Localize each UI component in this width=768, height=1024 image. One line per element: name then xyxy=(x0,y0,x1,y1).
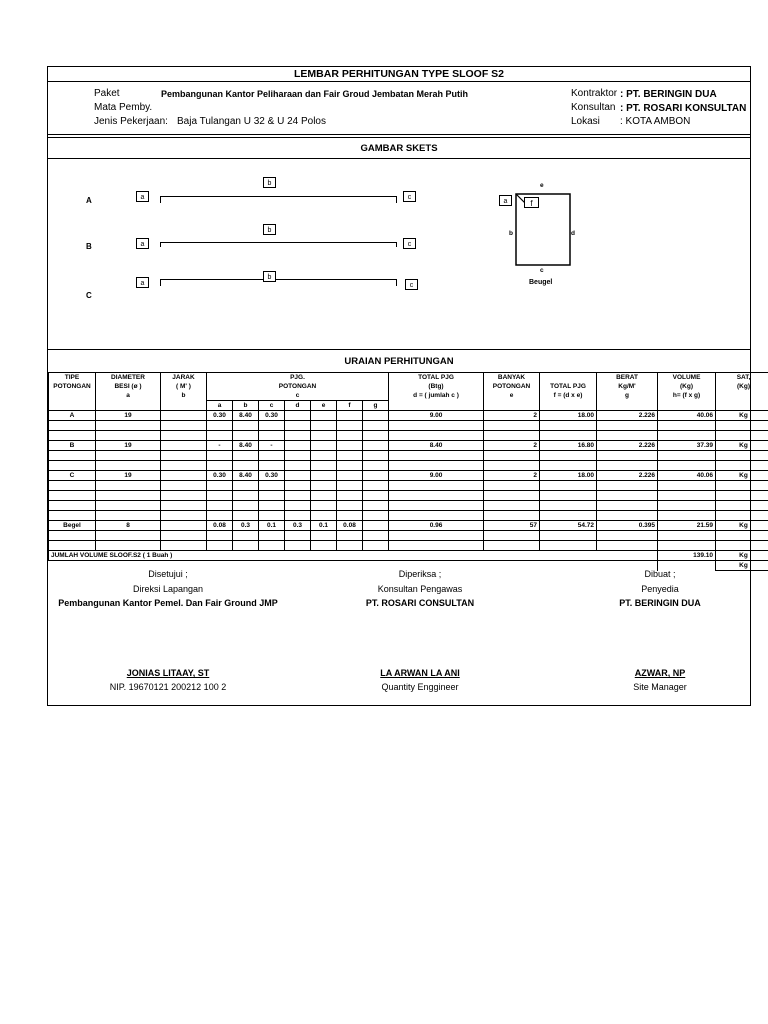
calc-heading-band xyxy=(48,349,750,372)
table-row-blank xyxy=(49,481,768,491)
cell-tipe: Begel xyxy=(49,521,96,531)
hdr-sat: SAT, xyxy=(716,373,768,383)
hdr-banyak-potongan: POTONGAN xyxy=(484,382,540,391)
info-band xyxy=(48,82,750,135)
rebar-a-line xyxy=(160,196,397,197)
cell-pjg-3 xyxy=(285,411,311,421)
hdr-col-c: c xyxy=(207,391,389,401)
beugel-label-f: f xyxy=(524,197,539,208)
paket-label: Paket xyxy=(94,88,120,99)
hdr-sub-d: d xyxy=(285,401,311,411)
konsultan-value: : PT. ROSARI KONSULTAN xyxy=(620,103,747,114)
hdr-jarak: JARAK xyxy=(161,373,207,383)
hdr-m: ( M' ) xyxy=(161,382,207,391)
hdr-col-h: h= (f x g) xyxy=(658,391,716,401)
table-row xyxy=(49,521,768,531)
hdr-potongan: POTONGAN xyxy=(49,382,96,391)
signature-action: Disetujui ; xyxy=(148,569,188,579)
hdr-volume: VOLUME xyxy=(658,373,716,383)
rebar-b-hook-left xyxy=(160,242,161,247)
cell-volume: 21.59 xyxy=(658,521,716,531)
signature-org: Pembangunan Kantor Pemel. Dan Fair Ground JMP xyxy=(58,598,278,608)
signature-action: Dibuat ; xyxy=(644,569,676,579)
cell-total-pjg-f: 18.00 xyxy=(540,411,597,421)
signature-name: AZWAR, NP xyxy=(634,668,686,678)
cell-total-pjg-f: 16.80 xyxy=(540,441,597,451)
cell-volume: 40.06 xyxy=(658,471,716,481)
signature-name: LA ARWAN LA ANI xyxy=(380,668,460,678)
cell-sat: Kg xyxy=(716,411,768,421)
rebar-a-label-a: a xyxy=(136,191,149,202)
total-sat: Kg xyxy=(716,551,768,561)
cell-pjg-6 xyxy=(363,521,389,531)
rebar-b-label-a: a xyxy=(136,238,149,249)
hdr-sub-a: a xyxy=(207,401,233,411)
table-row xyxy=(49,471,768,481)
cell-banyak: 2 xyxy=(484,411,540,421)
hdr-col-f: f = (d x e) xyxy=(540,391,597,401)
hdr-berat: BERAT xyxy=(597,373,658,383)
jenis-pekerjaan-label: Jenis Pekerjaan: xyxy=(94,116,168,127)
cell-total-pjg: 8.40 xyxy=(389,441,484,451)
cell-sat: Kg xyxy=(716,521,768,531)
table-row-blank xyxy=(49,531,768,541)
signature-name: JONIAS LITAAY, ST xyxy=(126,668,210,678)
rebar-c-label-a: a xyxy=(136,277,149,288)
cell-pjg-2: 0.1 xyxy=(259,521,285,531)
table-row-blank xyxy=(49,501,768,511)
cell-pjg-0: - xyxy=(207,441,233,451)
paket-value: Pembangunan Kantor Peliharaan dan Fair Groud Jembatan Merah Putih xyxy=(161,89,469,99)
cell-pjg-5 xyxy=(337,441,363,451)
cell-jarak xyxy=(161,441,207,451)
signature-title: Site Manager xyxy=(633,682,687,692)
cell-pjg-5 xyxy=(337,471,363,481)
hdr-sub-c: c xyxy=(259,401,285,411)
rebar-b-line xyxy=(160,242,397,243)
cell-diameter: 8 xyxy=(96,521,161,531)
cell-sat: Kg xyxy=(716,471,768,481)
beugel-label-a: a xyxy=(499,195,512,206)
cell-pjg-5: 0.08 xyxy=(337,521,363,531)
cell-tipe: C xyxy=(49,471,96,481)
calc-header-row-1 xyxy=(49,373,768,383)
cell-diameter: 19 xyxy=(96,441,161,451)
cell-pjg-5 xyxy=(337,411,363,421)
cell-total-pjg-f: 54.72 xyxy=(540,521,597,531)
cell-total-pjg: 0.96 xyxy=(389,521,484,531)
sketch-heading: GAMBAR SKETS xyxy=(360,143,438,154)
hdr-sub-b: b xyxy=(233,401,259,411)
total-sat-2: Kg xyxy=(716,561,768,571)
cell-berat: 2.226 xyxy=(597,471,658,481)
cell-banyak: 57 xyxy=(484,521,540,531)
signature-title: NIP. 19670121 200212 100 2 xyxy=(109,682,227,692)
sketch-row-a-label: A xyxy=(86,196,92,205)
table-row-blank xyxy=(49,491,768,501)
hdr-total2: TOTAL PJG xyxy=(540,382,597,391)
cell-pjg-1: 8.40 xyxy=(233,471,259,481)
cell-pjg-2: 0.30 xyxy=(259,411,285,421)
table-row-blank xyxy=(49,421,768,431)
table-row xyxy=(49,411,768,421)
total-volume: 139.10 xyxy=(658,551,716,561)
signature-action: Diperiksa ; xyxy=(398,569,442,579)
cell-pjg-3: 0.3 xyxy=(285,521,311,531)
sketch-heading-band xyxy=(48,137,750,159)
cell-jarak xyxy=(161,471,207,481)
hdr-col-d: d = ( jumlah c ) xyxy=(389,391,484,401)
hdr-pjg: PJG. xyxy=(207,373,389,383)
rebar-b-label-c: c xyxy=(403,238,416,249)
cell-pjg-4: 0.1 xyxy=(311,521,337,531)
beugel-label-c: c xyxy=(540,267,544,274)
hdr-sub-f: f xyxy=(337,401,363,411)
cell-total-pjg-f: 18.00 xyxy=(540,471,597,481)
table-row-blank xyxy=(49,451,768,461)
rebar-c-hook-left xyxy=(160,279,161,286)
hdr-col-e: e xyxy=(484,391,540,401)
jenis-pekerjaan-value: Baja Tulangan U 32 & U 24 Polos xyxy=(177,116,326,127)
table-row-blank xyxy=(49,461,768,471)
hdr-banyak: BANYAK xyxy=(484,373,540,383)
cell-pjg-4 xyxy=(311,411,337,421)
signature-org: PT. ROSARI CONSULTAN xyxy=(365,598,475,608)
rebar-c-label-b: b xyxy=(263,271,276,282)
konsultan-label: Konsultan xyxy=(571,102,616,113)
hdr-btg: (Btg) xyxy=(389,382,484,391)
cell-pjg-2: - xyxy=(259,441,285,451)
hdr-kg: (Kg) xyxy=(658,382,716,391)
calc-header-row-4 xyxy=(49,401,768,411)
total-label: JUMLAH VOLUME SLOOF.S2 ( 1 Buah ) xyxy=(49,551,658,561)
cell-pjg-1: 0.3 xyxy=(233,521,259,531)
hdr-col-a: a xyxy=(96,391,161,401)
cell-pjg-0: 0.08 xyxy=(207,521,233,531)
mata-pemby-label: Mata Pemby. xyxy=(94,102,153,113)
cell-total-pjg: 9.00 xyxy=(389,471,484,481)
calc-total-row xyxy=(49,551,768,561)
rebar-c-line xyxy=(160,279,397,280)
hdr-kgm: Kg/M' xyxy=(597,382,658,391)
beugel-caption: Beugel xyxy=(529,279,553,286)
cell-sat: Kg xyxy=(716,441,768,451)
table-row-blank xyxy=(49,431,768,441)
beugel-label-b: b xyxy=(509,230,513,237)
hdr-col-b: b xyxy=(161,391,207,401)
cell-total-pjg: 9.00 xyxy=(389,411,484,421)
cell-diameter: 19 xyxy=(96,471,161,481)
calc-header-row-2 xyxy=(49,382,768,391)
cell-pjg-4 xyxy=(311,471,337,481)
cell-pjg-3 xyxy=(285,471,311,481)
cell-pjg-1: 8.40 xyxy=(233,441,259,451)
hdr-total: TOTAL PJG xyxy=(389,373,484,383)
hdr-besi: BESI (ø ) xyxy=(96,382,161,391)
cell-banyak: 2 xyxy=(484,471,540,481)
kontraktor-value: : PT. BERINGIN DUA xyxy=(620,89,717,100)
table-row-blank xyxy=(49,541,768,551)
signature-org: PT. BERINGIN DUA xyxy=(619,598,701,608)
cell-diameter: 19 xyxy=(96,411,161,421)
beugel-label-e: e xyxy=(540,182,544,189)
hdr-tipe: TIPE xyxy=(49,373,96,383)
calc-header-row-3 xyxy=(49,391,768,401)
cell-berat: 2.226 xyxy=(597,441,658,451)
hdr-pjg-potongan: POTONGAN xyxy=(207,382,389,391)
rebar-a-label-b: b xyxy=(263,177,276,188)
cell-pjg-6 xyxy=(363,441,389,451)
signature-title: Quantity Enggineer xyxy=(381,682,459,692)
lokasi-label: Lokasi xyxy=(571,116,600,127)
rebar-c-label-c: c xyxy=(405,279,418,290)
cell-tipe: A xyxy=(49,411,96,421)
cell-pjg-3 xyxy=(285,441,311,451)
rebar-c-hook-right xyxy=(396,279,397,286)
page-title: LEMBAR PERHITUNGAN TYPE SLOOF S2 xyxy=(293,68,504,80)
cell-volume: 40.06 xyxy=(658,411,716,421)
rebar-b-hook-right xyxy=(396,242,397,247)
lokasi-value: : KOTA AMBON xyxy=(620,116,691,127)
cell-berat: 0.395 xyxy=(597,521,658,531)
title-band xyxy=(48,67,750,82)
calc-heading: URAIAN PERHITUNGAN xyxy=(344,356,454,367)
rebar-b-label-b: b xyxy=(263,224,276,235)
cell-pjg-1: 8.40 xyxy=(233,411,259,421)
cell-pjg-6 xyxy=(363,471,389,481)
cell-pjg-0: 0.30 xyxy=(207,471,233,481)
sketch-row-c-label: C xyxy=(86,291,92,300)
cell-pjg-0: 0.30 xyxy=(207,411,233,421)
signature-role: Konsultan Pengawas xyxy=(377,584,463,594)
kontraktor-label: Kontraktor xyxy=(571,88,618,99)
hdr-col-g: g xyxy=(597,391,658,401)
sketch-row-b-label: B xyxy=(86,242,92,251)
table-row xyxy=(49,441,768,451)
cell-pjg-4 xyxy=(311,441,337,451)
cell-pjg-2: 0.30 xyxy=(259,471,285,481)
cell-volume: 37.39 xyxy=(658,441,716,451)
rebar-a-hook-left xyxy=(160,196,161,203)
beugel-label-d: d xyxy=(571,230,575,237)
cell-berat: 2.226 xyxy=(597,411,658,421)
signature-role: Penyedia xyxy=(641,584,679,594)
hdr-sat-kg: (Kg) xyxy=(716,382,768,391)
cell-banyak: 2 xyxy=(484,441,540,451)
rebar-a-hook-right xyxy=(396,196,397,203)
signature-role: Direksi Lapangan xyxy=(132,584,204,594)
hdr-diameter: DIAMETER xyxy=(96,373,161,383)
cell-tipe: B xyxy=(49,441,96,451)
cell-pjg-6 xyxy=(363,411,389,421)
table-row-blank xyxy=(49,511,768,521)
cell-jarak xyxy=(161,521,207,531)
rebar-a-label-c: c xyxy=(403,191,416,202)
hdr-sub-e: e xyxy=(311,401,337,411)
calculation-sheet xyxy=(47,66,751,706)
cell-jarak xyxy=(161,411,207,421)
calc-table xyxy=(48,372,768,571)
hdr-sub-g: g xyxy=(363,401,389,411)
